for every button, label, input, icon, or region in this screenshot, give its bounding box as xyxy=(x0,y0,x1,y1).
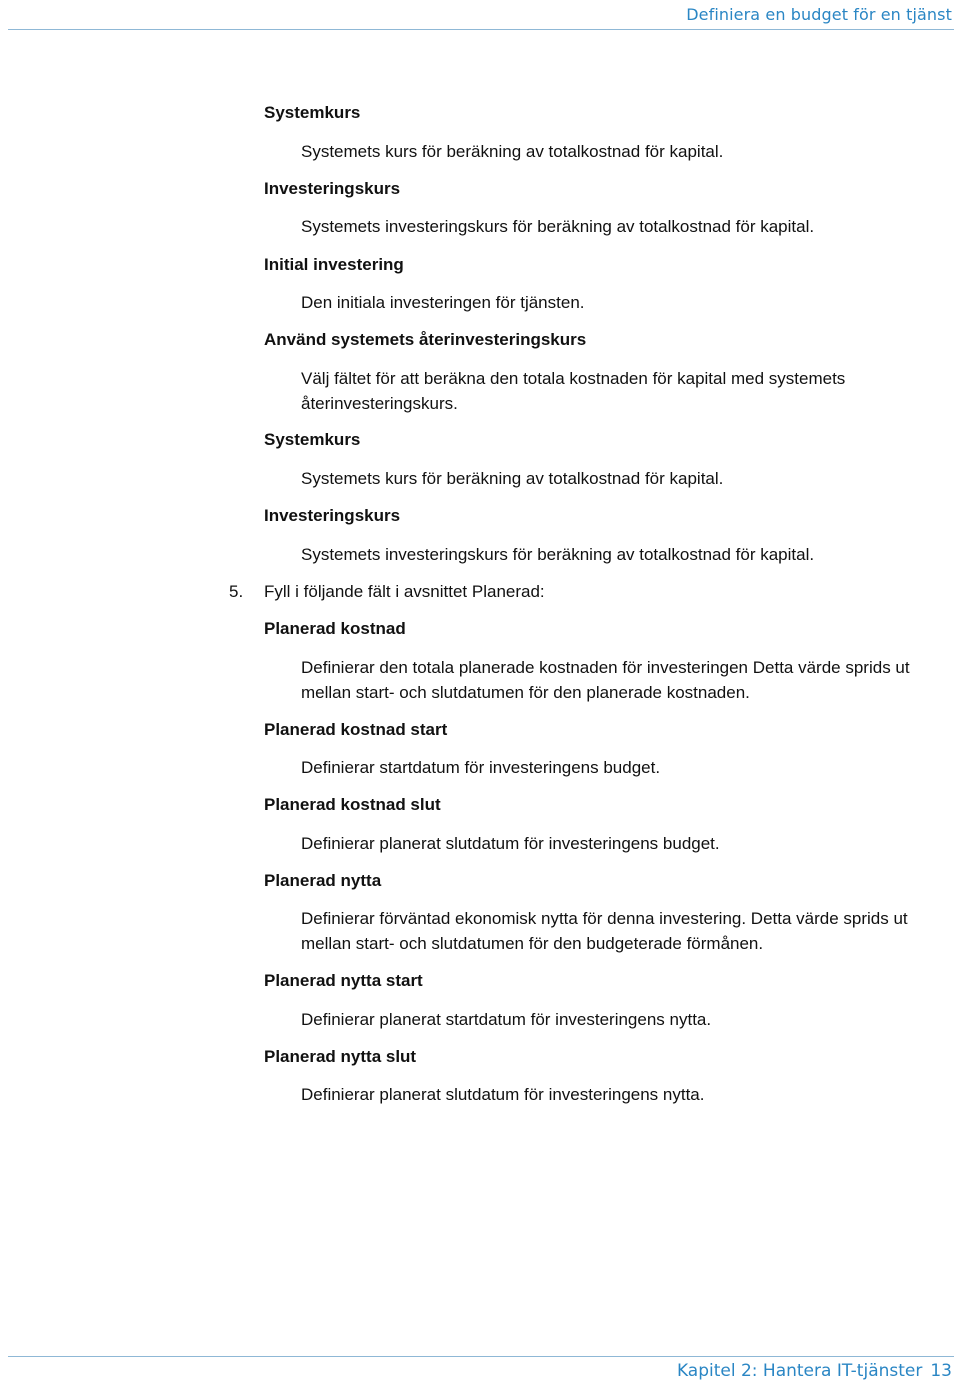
running-footer xyxy=(677,1361,952,1381)
term-anvand-aterinvesteringskurs: Använd systemets återinvesteringskurs xyxy=(264,330,587,349)
term-initial-investering: Initial investering xyxy=(264,255,404,274)
description-planerad-nytta-slut: Definierar planerat slutdatum för investeringens nytta. xyxy=(301,1085,705,1104)
description-planerad-kostnad: Definierar den totala planerade kostnaden för investeringen Detta värde sprids ut mellan start- och slutdatumen för den planerade kostnaden. xyxy=(301,658,910,702)
term-investeringskurs-2: Investeringskurs xyxy=(264,506,401,525)
description-investeringskurs-2: Systemets investeringskurs för beräkning av totalkostnad för kapital. xyxy=(301,545,815,564)
term-planerad-kostnad-slut: Planerad kostnad slut xyxy=(264,795,441,814)
term-systemkurs-2: Systemkurs xyxy=(264,430,361,449)
term-systemkurs: Systemkurs xyxy=(264,103,361,122)
term-investeringskurs: Investeringskurs xyxy=(264,179,401,198)
footer-rule xyxy=(8,1356,954,1357)
step-5 xyxy=(229,582,545,602)
description-investeringskurs: Systemets investeringskurs för beräkning av totalkostnad för kapital. xyxy=(301,217,815,236)
footer-chapter: Kapitel 2: Hantera IT-tjänster xyxy=(676,1361,923,1381)
description-initial-investering: Den initiala investeringen för tjänsten. xyxy=(301,293,585,312)
running-header: Definiera en budget för en tjänst xyxy=(686,5,952,24)
term-planerad-nytta-start: Planerad nytta start xyxy=(264,971,423,990)
step-number: 5. xyxy=(229,582,244,601)
description-planerad-nytta: Definierar förväntad ekonomisk nytta för denna investering. Detta värde sprids ut mellan start- och slutdatumen för den budgeterade förmånen. xyxy=(301,909,908,953)
description-systemkurs-2: Systemets kurs för beräkning av totalkostnad för kapital. xyxy=(301,469,724,488)
term-planerad-kostnad-start: Planerad kostnad start xyxy=(264,720,448,739)
term-planerad-nytta-slut: Planerad nytta slut xyxy=(264,1047,417,1066)
description-anvand-aterinvesteringskurs: Välj fältet för att beräkna den totala kostnaden för kapital med systemets återinvesteringskurs. xyxy=(301,369,846,413)
page-number: 13 xyxy=(930,1361,952,1381)
step-text: Fyll i följande fält i avsnittet Planerad: xyxy=(264,582,545,601)
term-planerad-kostnad: Planerad kostnad xyxy=(264,619,406,638)
description-planerad-kostnad-slut: Definierar planerat slutdatum för investeringens budget. xyxy=(301,834,720,853)
description-systemkurs: Systemets kurs för beräkning av totalkostnad för kapital. xyxy=(301,142,724,161)
description-planerad-kostnad-start: Definierar startdatum för investeringens budget. xyxy=(301,758,661,777)
header-rule xyxy=(8,29,954,30)
description-planerad-nytta-start: Definierar planerat startdatum för investeringens nytta. xyxy=(301,1010,712,1029)
term-planerad-nytta: Planerad nytta xyxy=(264,871,382,890)
